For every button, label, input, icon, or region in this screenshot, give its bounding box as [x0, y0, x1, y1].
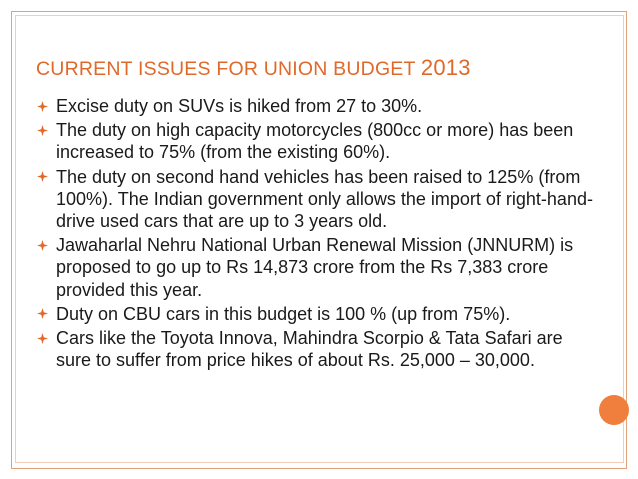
bullet-item [36, 234, 596, 301]
diamond-star-icon [36, 308, 48, 320]
bullet-text: Cars like the Toyota Innova, Mahindra Scorpio & Tata Safari are sure to suffer from price hikes of about Rs. 25,000 – 30,000. [56, 328, 563, 371]
slide-title [36, 54, 596, 83]
diamond-star-icon [36, 239, 48, 251]
bullet-text: The duty on high capacity motorcycles (800cc or more) has been increased to 75% (from the existing 60%). [56, 120, 574, 163]
diamond-star-icon [36, 124, 48, 136]
decorative-circle [599, 395, 629, 425]
diamond-star-icon [36, 100, 48, 112]
bullet-item [36, 303, 596, 325]
diamond-star-icon [36, 171, 48, 183]
slide-title-text: CURRENT ISSUES FOR UNION BUDGET [36, 58, 416, 80]
bullet-text: The duty on second hand vehicles has been raised to 125% (from 100%). The Indian government only allows the import of right-hand-drive used cars that are up to 3 years old. [56, 166, 593, 232]
bullet-item [36, 119, 596, 163]
slide-title-year: 2013 [420, 55, 471, 80]
bullet-text: Excise duty on SUVs is hiked from 27 to 30%. [56, 96, 423, 116]
bullet-item [36, 95, 596, 117]
diamond-star-icon [36, 332, 48, 344]
bullet-item [36, 166, 596, 233]
bullet-list [36, 95, 596, 373]
bullet-text: Duty on CBU cars in this budget is 100 % (up from 75%). [56, 303, 511, 324]
bullet-text: Jawaharlal Nehru National Urban Renewal Mission (JNNURM) is proposed to go up to Rs 14,873 crore from the Rs 7,383 crore provided this year. [56, 235, 574, 300]
bullet-item [36, 327, 596, 371]
